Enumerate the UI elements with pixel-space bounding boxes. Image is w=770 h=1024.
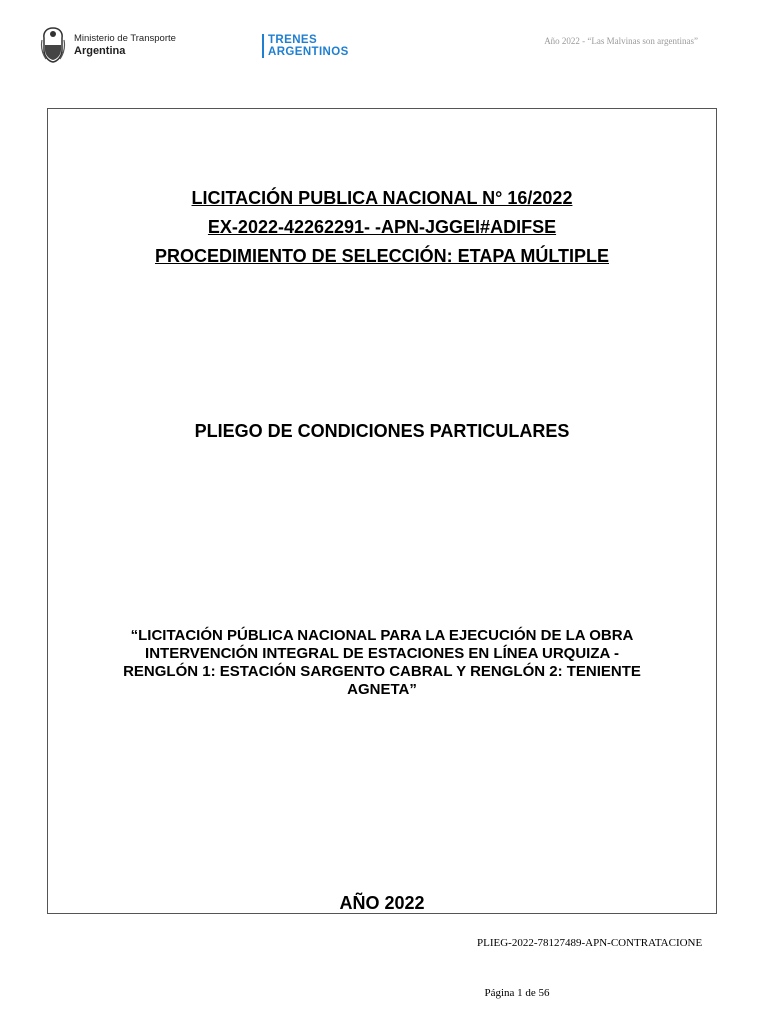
ministry-logo: [40, 26, 176, 64]
trenes-line1: TRENES: [268, 34, 318, 46]
year-motto: Año 2022 - “Las Malvinas son argentinas”: [544, 36, 698, 46]
trenes-line2: ARGENTINOS: [268, 46, 349, 58]
document-type: PLIEGO DE CONDICIONES PARTICULARES: [194, 421, 570, 441]
page-number: Página 1 de 56: [484, 987, 550, 999]
argentina-crest-icon: [40, 26, 66, 64]
ministry-name: Ministerio de Transporte: [74, 33, 176, 44]
country-name: Argentina: [74, 45, 126, 57]
trenes-argentinos-logo: [262, 34, 349, 58]
selection-procedure: PROCEDIMIENTO DE SELECCIÓN: ETAPA MÚLTIPLE: [154, 246, 610, 266]
title-block: [48, 184, 716, 271]
work-description: [60, 627, 704, 699]
tender-title: LICITACIÓN PUBLICA NACIONAL N° 16/2022: [191, 188, 573, 208]
work-description-line: “LICITACIÓN PÚBLICA NACIONAL PARA LA EJECUCIÓN DE LA OBRA: [130, 627, 634, 644]
cover-frame: [47, 108, 717, 914]
cover-year: AÑO 2022: [339, 893, 425, 913]
document-code: PLIEG-2022-78127489-APN-CONTRATACIONE: [477, 937, 703, 949]
work-description-line: AGNETA”: [347, 681, 417, 698]
logo-bar: [262, 34, 264, 58]
work-description-line: RENGLÓN 1: ESTACIÓN SARGENTO CABRAL Y RENGLÓN 2: TENIENTE: [123, 663, 641, 680]
work-description-line: INTERVENCIÓN INTEGRAL DE ESTACIONES EN LÍNEA URQUIZA -: [145, 645, 619, 662]
page-header: [40, 26, 740, 70]
expedient-number: EX-2022-42262291- -APN-JGGEI#ADIFSE: [207, 217, 557, 237]
